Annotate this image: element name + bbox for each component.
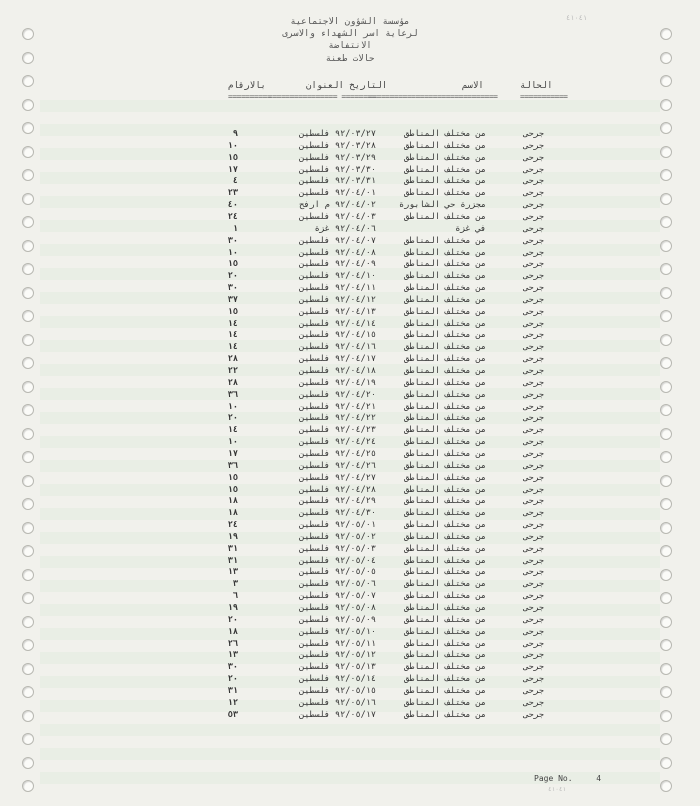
cell-status: جرحى [523, 437, 544, 448]
cell-date-address: ٩٢/٠٤/٢١ فلسطين [299, 401, 376, 412]
cell-status: جرحى [523, 520, 544, 531]
table-row [0, 141, 700, 153]
cell-date-address: ٩٢/٠٤/١٥ فلسطين [299, 330, 376, 341]
cell-date-address: ٩٢/٠٤/٠٩ فلسطين [299, 259, 376, 270]
cell-name: من مختلف المناطق [404, 318, 486, 329]
table-row [0, 520, 700, 532]
table-row [0, 532, 700, 544]
table-row [0, 508, 700, 520]
cell-name: من مختلف المناطق [404, 211, 486, 222]
cell-number: ١٠ [227, 437, 238, 448]
cell-number: ٣٦ [227, 389, 238, 400]
cell-number: ٢٣ [227, 188, 238, 199]
underline-date-address: ================ ======== [268, 92, 376, 101]
cell-status: جرحى [523, 140, 544, 151]
cell-status: جرحى [523, 366, 544, 376]
cell-name: من مختلف المناطق [404, 413, 486, 424]
table-row [0, 319, 700, 331]
cell-name: من مختلف المناطق [404, 460, 486, 471]
cell-status: جرحى [523, 223, 544, 234]
underline-numbers: ========== [228, 92, 272, 101]
underline-name: ============================== [368, 92, 498, 101]
table-row [0, 674, 700, 686]
feed-hole [660, 733, 672, 745]
cell-date-address: ٩٢/٠٤/١٣ فلسطين [299, 306, 376, 317]
table-row [0, 295, 700, 307]
cell-date-address: ٩٢/٠٣/٣١ فلسطين [299, 176, 376, 187]
cell-status: جرحى [523, 591, 544, 602]
cell-number: ١٠ [227, 140, 238, 151]
cell-number: ٣١ [227, 555, 238, 566]
cell-status: جرحى [523, 152, 544, 163]
cell-name: من مختلف المناطق [404, 603, 486, 613]
feed-hole [22, 99, 34, 111]
table-row [0, 579, 700, 591]
cell-number: ١٧ [227, 448, 238, 459]
cell-date-address: ٩٢/٠٤/٠١ فلسطين [299, 188, 376, 199]
cell-name: في غزة [455, 223, 486, 234]
cell-status: جرحى [523, 614, 544, 625]
cell-name: مجزرة حي الشابورة [399, 200, 486, 211]
table-row [0, 271, 700, 283]
cell-name: من مختلف المناطق [404, 555, 486, 566]
feed-hole [660, 757, 672, 769]
cell-name: من مختلف المناطق [404, 342, 486, 353]
cell-name: من مختلف المناطق [404, 697, 486, 708]
cell-date-address: ٩٢/٠٥/٠٣ فلسطين [299, 543, 376, 554]
cell-number: ١٥ [227, 484, 238, 495]
cell-number: ٢٢ [227, 366, 238, 376]
cell-number: ١٥ [227, 306, 238, 317]
table-row [0, 224, 700, 236]
feed-hole [22, 757, 34, 769]
header-line-3: الانتفاضة [328, 41, 372, 51]
table-row [0, 627, 700, 639]
cell-name: من مختلف المناطق [404, 366, 486, 376]
cell-date-address: ٩٢/٠٣/٣٠ فلسطين [299, 164, 376, 175]
cell-status: جرحى [523, 567, 544, 578]
cell-status: جرحى [523, 425, 544, 436]
cell-name: من مختلف المناطق [404, 448, 486, 459]
cell-name: من مختلف المناطق [404, 188, 486, 199]
table-row [0, 248, 700, 260]
table-row [0, 461, 700, 473]
cell-date-address: ٩٢/٠٤/١٧ فلسطين [299, 354, 376, 365]
cell-name: من مختلف المناطق [404, 484, 486, 495]
cell-status: جرحى [523, 662, 544, 673]
cell-date-address: ٩٢/٠٥/١٢ فلسطين [299, 650, 376, 661]
cell-date-address: ٩٢/٠٤/١٠ فلسطين [299, 271, 376, 282]
cell-status: جرحى [523, 235, 544, 246]
cell-status: جرحى [523, 638, 544, 649]
cell-status: جرحى [523, 697, 544, 708]
column-header-date-address: التاريخ العنوان [306, 81, 388, 91]
cell-status: جرحى [523, 283, 544, 294]
cell-date-address: ٩٢/٠٥/٠٨ فلسطين [299, 603, 376, 613]
table-row [0, 650, 700, 662]
cell-name: من مختلف المناطق [404, 638, 486, 649]
cell-number: ٣٠ [227, 283, 238, 294]
cell-name: من مختلف المناطق [404, 579, 486, 590]
cell-status: جرحى [523, 484, 544, 495]
table-row [0, 544, 700, 556]
table-row [0, 236, 700, 248]
table-row [0, 330, 700, 342]
cell-number: ١٤ [227, 318, 238, 329]
cell-status: جرحى [523, 271, 544, 282]
cell-status: جرحى [523, 318, 544, 329]
cell-number: ٣٦ [227, 460, 238, 471]
feed-hole [660, 780, 672, 792]
cell-status: جرحى [523, 389, 544, 400]
table-row [0, 259, 700, 271]
cell-name: من مختلف المناطق [404, 401, 486, 412]
table-row [0, 354, 700, 366]
cell-name: من مختلف المناطق [404, 306, 486, 317]
cell-status: جرحى [523, 508, 544, 519]
table-row [0, 710, 700, 722]
cell-number: ١٨ [227, 508, 238, 519]
cell-number: ١٩ [227, 531, 238, 542]
cell-name: من مختلف المناطق [404, 626, 486, 637]
cell-name: من مختلف المناطق [404, 176, 486, 187]
cell-status: جرحى [523, 188, 544, 199]
page-number-footer [534, 774, 601, 783]
cell-date-address: ٩٢/٠٥/٠٢ فلسطين [299, 531, 376, 542]
cell-number: ١٠ [227, 401, 238, 412]
cell-date-address: ٩٢/٠٤/٢٠ فلسطين [299, 389, 376, 400]
cell-name: من مختلف المناطق [404, 591, 486, 602]
cell-name: من مختلف المناطق [404, 377, 486, 388]
cell-date-address: ٩٢/٠٤/٣٠ فلسطين [299, 508, 376, 519]
cell-date-address: ٩٢/٠٤/١٩ فلسطين [299, 377, 376, 388]
cell-number: ١٣ [227, 650, 238, 661]
cell-number: ٤٠ [227, 200, 238, 211]
cell-number: ١٧ [227, 164, 238, 175]
cell-status: جرحى [523, 650, 544, 661]
cell-date-address: ٩٢/٠٤/٠٢ م ارفح [299, 200, 376, 211]
cell-name: من مختلف المناطق [404, 685, 486, 696]
cell-number: ٢٦ [227, 638, 238, 649]
cell-date-address: ٩٢/٠٤/٢٧ فلسطين [299, 472, 376, 483]
cell-number: ١٨ [227, 496, 238, 507]
cell-name: من مختلف المناطق [404, 650, 486, 661]
cell-date-address: ٩٢/٠٥/١٧ فلسطين [299, 709, 376, 720]
cell-name: من مختلف المناطق [404, 140, 486, 151]
cell-status: جرحى [523, 626, 544, 637]
cell-name: من مختلف المناطق [404, 662, 486, 673]
cell-status: جرحى [523, 543, 544, 554]
cell-name: من مختلف المناطق [404, 496, 486, 507]
cell-number: ٢٨ [227, 354, 238, 365]
table-row [0, 485, 700, 497]
cell-name: من مختلف المناطق [404, 472, 486, 483]
cell-date-address: ٩٢/٠٥/٠٧ فلسطين [299, 591, 376, 602]
cell-number: ٢٠ [227, 674, 238, 685]
cell-date-address: ٩٢/٠٤/٢٨ فلسطين [299, 484, 376, 495]
cell-number: ١٣ [227, 567, 238, 578]
feed-hole [22, 75, 34, 87]
cell-date-address: ٩٢/٠٥/٠٩ فلسطين [299, 614, 376, 625]
cell-status: جرحى [523, 460, 544, 471]
cell-date-address: ٩٢/٠٥/٠١ فلسطين [299, 520, 376, 531]
cell-name: من مختلف المناطق [404, 330, 486, 341]
feed-hole [660, 28, 672, 40]
cell-number: ٢٨ [227, 377, 238, 388]
column-header-status: الحالة [520, 81, 553, 91]
cell-number: ٣ [232, 579, 238, 590]
cell-date-address: ٩٢/٠٤/٢٣ فلسطين [299, 425, 376, 436]
cell-status: جرحى [523, 306, 544, 317]
table-row [0, 496, 700, 508]
cell-name: من مختلف المناطق [404, 508, 486, 519]
cell-name: من مختلف المناطق [404, 259, 486, 270]
cell-name: من مختلف المناطق [404, 389, 486, 400]
footer-stamp: ٤١٠٤١ [548, 786, 567, 793]
table-row [0, 449, 700, 461]
cell-number: ٣١ [227, 543, 238, 554]
cell-number: ١٨ [227, 626, 238, 637]
cell-status: جرحى [523, 496, 544, 507]
cell-name: من مختلف المناطق [404, 283, 486, 294]
cell-name: من مختلف المناطق [404, 567, 486, 578]
cell-date-address: ٩٢/٠٥/٠٤ فلسطين [299, 555, 376, 566]
table-row [0, 176, 700, 188]
cell-date-address: ٩٢/٠٤/٢٤ فلسطين [299, 437, 376, 448]
cell-number: ١٩ [227, 603, 238, 613]
cell-date-address: ٩٢/٠٥/١٤ فلسطين [299, 674, 376, 685]
table-row [0, 402, 700, 414]
cell-number: ٣١ [227, 685, 238, 696]
cell-name: من مختلف المناطق [404, 235, 486, 246]
cell-name: من مختلف المناطق [404, 271, 486, 282]
cell-status: جرحى [523, 211, 544, 222]
cell-status: جرحى [523, 472, 544, 483]
cell-number: ١٤ [227, 342, 238, 353]
table-row [0, 603, 700, 615]
cell-status: جرحى [523, 603, 544, 613]
table-row [0, 366, 700, 378]
cell-date-address: ٩٢/٠٣/٢٧ فلسطين [299, 129, 376, 139]
cell-name: من مختلف المناطق [404, 674, 486, 685]
cell-name: من مختلف المناطق [404, 152, 486, 163]
cell-number: ٥٣ [227, 709, 238, 720]
cell-number: ١٥ [227, 152, 238, 163]
cell-status: جرحى [523, 401, 544, 412]
feed-hole [22, 28, 34, 40]
cell-number: ١٤ [227, 330, 238, 341]
table-row [0, 639, 700, 651]
cell-name: من مختلف المناطق [404, 294, 486, 305]
feed-hole [22, 733, 34, 745]
feed-hole [22, 780, 34, 792]
cell-number: ٢٤ [227, 211, 238, 222]
table-row [0, 686, 700, 698]
table-row [0, 425, 700, 437]
table-row [0, 378, 700, 390]
table-row [0, 390, 700, 402]
cell-name: من مختلف المناطق [404, 709, 486, 720]
cell-number: ٢٤ [227, 520, 238, 531]
cell-date-address: ٩٢/٠٤/٢٥ فلسطين [299, 448, 376, 459]
cell-number: ١٥ [227, 259, 238, 270]
cell-number: ٩ [232, 129, 238, 139]
cell-status: جرحى [523, 674, 544, 685]
cell-status: جرحى [523, 531, 544, 542]
table-row [0, 556, 700, 568]
table-row [0, 591, 700, 603]
feed-hole [22, 52, 34, 64]
cell-status: جرحى [523, 377, 544, 388]
cell-name: من مختلف المناطق [404, 614, 486, 625]
page-label: Page No. [534, 774, 573, 783]
table-row [0, 473, 700, 485]
cell-date-address: ٩٢/٠٤/٠٧ فلسطين [299, 235, 376, 246]
feed-hole [660, 75, 672, 87]
cell-number: ١٢ [227, 697, 238, 708]
column-header-name: الاسم [462, 81, 484, 91]
cell-date-address: ٩٢/٠٤/١١ فلسطين [299, 283, 376, 294]
cell-date-address: ٩٢/٠٤/١٤ فلسطين [299, 318, 376, 329]
table-row [0, 662, 700, 674]
cell-date-address: ٩٢/٠٥/١٣ فلسطين [299, 662, 376, 673]
cell-number: ٢٠ [227, 271, 238, 282]
cell-status: جرحى [523, 164, 544, 175]
cell-date-address: ٩٢/٠٥/١٠ فلسطين [299, 626, 376, 637]
cell-date-address: ٩٢/٠٤/٠٣ فلسطين [299, 211, 376, 222]
cell-name: من مختلف المناطق [404, 247, 486, 258]
cell-name: من مختلف المناطق [404, 164, 486, 175]
table-row [0, 615, 700, 627]
table-row [0, 283, 700, 295]
cell-date-address: ٩٢/٠٥/١٥ فلسطين [299, 685, 376, 696]
table-row [0, 698, 700, 710]
cell-name: من مختلف المناطق [404, 543, 486, 554]
header-line-1: مؤسسة الشؤون الاجتماعية [290, 17, 410, 27]
cell-status: جرحى [523, 176, 544, 187]
header-line-4: حالات طعنة [325, 54, 375, 64]
cell-date-address: ٩٢/٠٤/٠٦ غزة [314, 223, 376, 234]
cell-number: ٢٠ [227, 413, 238, 424]
cell-name: من مختلف المناطق [404, 531, 486, 542]
cell-name: من مختلف المناطق [404, 437, 486, 448]
table-row [0, 307, 700, 319]
cell-date-address: ٩٢/٠٥/١١ فلسطين [299, 638, 376, 649]
cell-status: جرحى [523, 294, 544, 305]
cell-date-address: ٩٢/٠٤/١٢ فلسطين [299, 294, 376, 305]
cell-date-address: ٩٢/٠٥/٠٦ فلسطين [299, 579, 376, 590]
cell-name: من مختلف المناطق [404, 425, 486, 436]
cell-number: ٣٠ [227, 662, 238, 673]
cell-date-address: ٩٢/٠٤/٢٦ فلسطين [299, 460, 376, 471]
cell-date-address: ٩٢/٠٤/١٦ فلسطين [299, 342, 376, 353]
cell-date-address: ٩٢/٠٤/٢٩ فلسطين [299, 496, 376, 507]
cell-name: من مختلف المناطق [404, 129, 486, 139]
cell-number: ١ [232, 223, 238, 234]
cell-number: ٤ [232, 176, 238, 187]
cell-date-address: ٩٢/٠٤/١٨ فلسطين [299, 366, 376, 376]
cell-date-address: ٩٢/٠٤/٠٨ فلسطين [299, 247, 376, 258]
underline-status: =========== [520, 92, 568, 101]
table-row [0, 188, 700, 200]
table-row [0, 129, 700, 141]
cell-status: جرحى [523, 259, 544, 270]
table-row [0, 200, 700, 212]
cell-status: جرحى [523, 247, 544, 258]
feed-hole [660, 99, 672, 111]
cell-date-address: ٩٢/٠٥/٠٥ فلسطين [299, 567, 376, 578]
cell-number: ٣٧ [227, 294, 238, 305]
cell-status: جرحى [523, 685, 544, 696]
table-row [0, 212, 700, 224]
cell-status: جرحى [523, 448, 544, 459]
cell-status: جرحى [523, 129, 544, 139]
cell-date-address: ٩٢/٠٣/٢٩ فلسطين [299, 152, 376, 163]
table-row [0, 413, 700, 425]
cell-number: ١٤ [227, 425, 238, 436]
cell-date-address: ٩٢/٠٥/١٦ فلسطين [299, 697, 376, 708]
table-row [0, 153, 700, 165]
cell-name: من مختلف المناطق [404, 354, 486, 365]
cell-status: جرحى [523, 579, 544, 590]
cell-number: ٦ [232, 591, 238, 602]
cell-status: جرحى [523, 555, 544, 566]
feed-hole [660, 52, 672, 64]
cell-date-address: ٩٢/٠٤/٢٢ فلسطين [299, 413, 376, 424]
archive-stamp: ٤١٠٤١ [566, 14, 588, 22]
cell-number: ٣٠ [227, 235, 238, 246]
cell-name: من مختلف المناطق [404, 520, 486, 531]
cell-number: ١٥ [227, 472, 238, 483]
cell-date-address: ٩٢/٠٣/٢٨ فلسطين [299, 140, 376, 151]
cell-status: جرحى [523, 709, 544, 720]
table-row [0, 165, 700, 177]
cell-number: ١٠ [227, 247, 238, 258]
table-row [0, 342, 700, 354]
header-line-2: لرعاية اسر الشهداء والاسرى [282, 29, 418, 39]
cell-status: جرحى [523, 200, 544, 211]
column-header-numbers: بالارقام [228, 81, 266, 91]
cell-number: ٢٠ [227, 614, 238, 625]
cell-status: جرحى [523, 330, 544, 341]
page-number: 4 [596, 774, 602, 783]
table-row [0, 437, 700, 449]
table-row [0, 567, 700, 579]
cell-status: جرحى [523, 413, 544, 424]
cell-status: جرحى [523, 342, 544, 353]
cell-status: جرحى [523, 354, 544, 365]
